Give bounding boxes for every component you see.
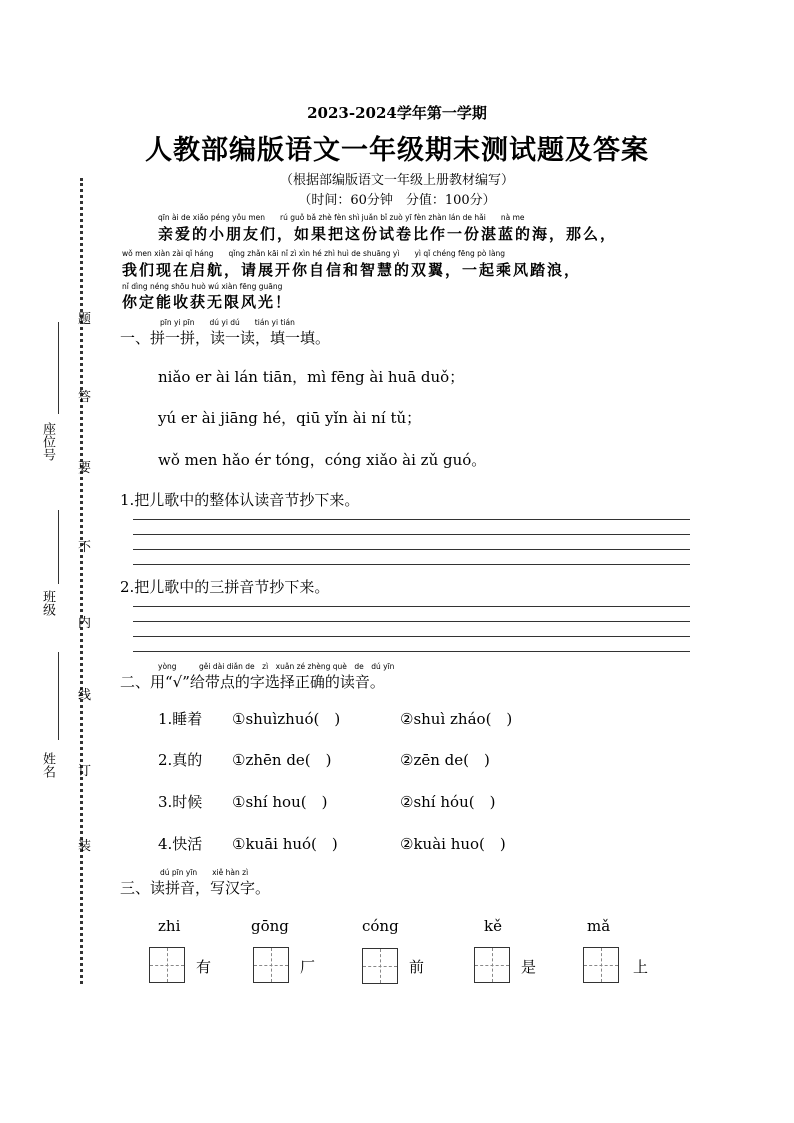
section2-pinyin: yòng gěi dài diǎn de zì xuǎn zé zhèng què de dú yīn bbox=[158, 662, 395, 671]
option-2[interactable]: ②shí hóu( ) bbox=[400, 793, 496, 811]
section2-heading: 二、用“√”给带点的字选择正确的读音。 bbox=[120, 673, 385, 691]
intro-line: 我们现在启航，请展开你自信和智慧的双翼，一起乘风踏浪， bbox=[122, 261, 582, 279]
answer-line[interactable] bbox=[133, 651, 690, 652]
poem-line: yú er ài jiāng hé，qiū yǐn ài ní tǔ； bbox=[158, 409, 422, 427]
option-2[interactable]: ②shuì zháo( ) bbox=[400, 710, 513, 728]
intro-line: 亲爱的小朋友们，如果把这份试卷比作一份湛蓝的海，那么， bbox=[158, 225, 618, 243]
poem-line: niǎo er ài lán tiān，mì fēng ài huā duǒ； bbox=[158, 368, 465, 386]
char-pinyin: zhi bbox=[158, 917, 181, 935]
binding-dotted-line bbox=[80, 178, 83, 984]
seat-number-label: 座位号 bbox=[40, 422, 55, 461]
intro-pinyin: wǒ men xiàn zài qǐ háng qǐng zhǎn kāi nǐ zì xìn hé zhì huì de shuāng yì yì qǐ chéng fēng pò làng bbox=[122, 249, 506, 258]
seat-line bbox=[58, 322, 59, 414]
word-char: 厂 bbox=[300, 958, 316, 976]
option-label: 1.睡着 bbox=[158, 710, 203, 728]
intro-pinyin: nǐ dìng néng shōu huò wú xiàn fēng guāng bbox=[122, 282, 283, 291]
option-label: 2.真的 bbox=[158, 751, 203, 769]
sidebar-char: 不 bbox=[78, 540, 92, 555]
sidebar-char: 装 bbox=[78, 839, 92, 854]
writing-box[interactable] bbox=[149, 947, 185, 983]
sidebar-char: 线 bbox=[78, 688, 92, 703]
answer-line[interactable] bbox=[133, 534, 690, 535]
answer-line[interactable] bbox=[133, 621, 690, 622]
char-pinyin: cóng bbox=[362, 917, 399, 935]
question-1: 1.把儿歌中的整体认读音节抄下来。 bbox=[120, 491, 360, 509]
page-subtitle: （根据部编版语文一年级上册教材编写） bbox=[279, 173, 514, 188]
poem-line: wǒ men hǎo ér tóng，cóng xiǎo ài zǔ guó。 bbox=[158, 451, 487, 469]
class-label: 班级 bbox=[40, 590, 55, 616]
option-2[interactable]: ②zēn de( ) bbox=[400, 751, 490, 769]
sidebar-char: 内 bbox=[78, 616, 92, 631]
char-pinyin: gōng bbox=[251, 917, 289, 935]
answer-line[interactable] bbox=[133, 636, 690, 637]
sidebar-char: 订 bbox=[78, 764, 92, 779]
char-pinyin: mǎ bbox=[587, 917, 611, 935]
section1-heading: 一、拼一拼，读一读，填一填。 bbox=[120, 329, 331, 347]
sidebar-char: 答 bbox=[78, 390, 92, 405]
option-1[interactable]: ①shí hou( ) bbox=[232, 793, 328, 811]
answer-line[interactable] bbox=[133, 606, 690, 607]
char-pinyin: kě bbox=[484, 917, 502, 935]
option-2[interactable]: ②kuài huo( ) bbox=[400, 835, 506, 853]
name-line bbox=[58, 652, 59, 740]
option-1[interactable]: ①zhēn de( ) bbox=[232, 751, 332, 769]
year-line: 2023-2024学年第一学期 bbox=[307, 104, 487, 122]
sidebar-char: 要 bbox=[78, 461, 92, 476]
writing-box[interactable] bbox=[474, 947, 510, 983]
section3-pinyin: dú pīn yīn xiě hàn zì bbox=[160, 868, 249, 877]
option-1[interactable]: ①shuìzhuó( ) bbox=[232, 710, 341, 728]
writing-box[interactable] bbox=[362, 948, 398, 984]
answer-line[interactable] bbox=[133, 519, 690, 520]
class-line bbox=[58, 510, 59, 584]
writing-box[interactable] bbox=[253, 947, 289, 983]
page-title: 人教部编版语文一年级期末测试题及答案 bbox=[145, 135, 649, 166]
intro-line: 你定能收获无限风光！ bbox=[122, 293, 293, 311]
word-char: 前 bbox=[409, 958, 425, 976]
answer-line[interactable] bbox=[133, 564, 690, 565]
answer-line[interactable] bbox=[133, 549, 690, 550]
option-label: 3.时候 bbox=[158, 793, 203, 811]
option-label: 4.快活 bbox=[158, 835, 203, 853]
section3-heading: 三、读拼音，写汉字。 bbox=[120, 879, 271, 897]
name-label: 姓名 bbox=[40, 752, 55, 778]
time-score: （时间：60分钟 分值：100分） bbox=[298, 193, 496, 208]
intro-pinyin: qīn ài de xiǎo péng yǒu men rú guǒ bǎ zhè fèn shì juǎn bǐ zuò yī fèn zhàn lán de hǎi nà me bbox=[158, 213, 525, 222]
writing-box[interactable] bbox=[583, 947, 619, 983]
word-char: 有 bbox=[196, 958, 212, 976]
word-char: 上 bbox=[633, 958, 649, 976]
question-2: 2.把儿歌中的三拼音节抄下来。 bbox=[120, 578, 330, 596]
sidebar-char: 题 bbox=[78, 312, 92, 327]
option-1[interactable]: ①kuāi huó( ) bbox=[232, 835, 338, 853]
word-char: 是 bbox=[521, 958, 537, 976]
section1-pinyin: pīn yi pīn dú yi dú tián yi tián bbox=[160, 318, 295, 327]
